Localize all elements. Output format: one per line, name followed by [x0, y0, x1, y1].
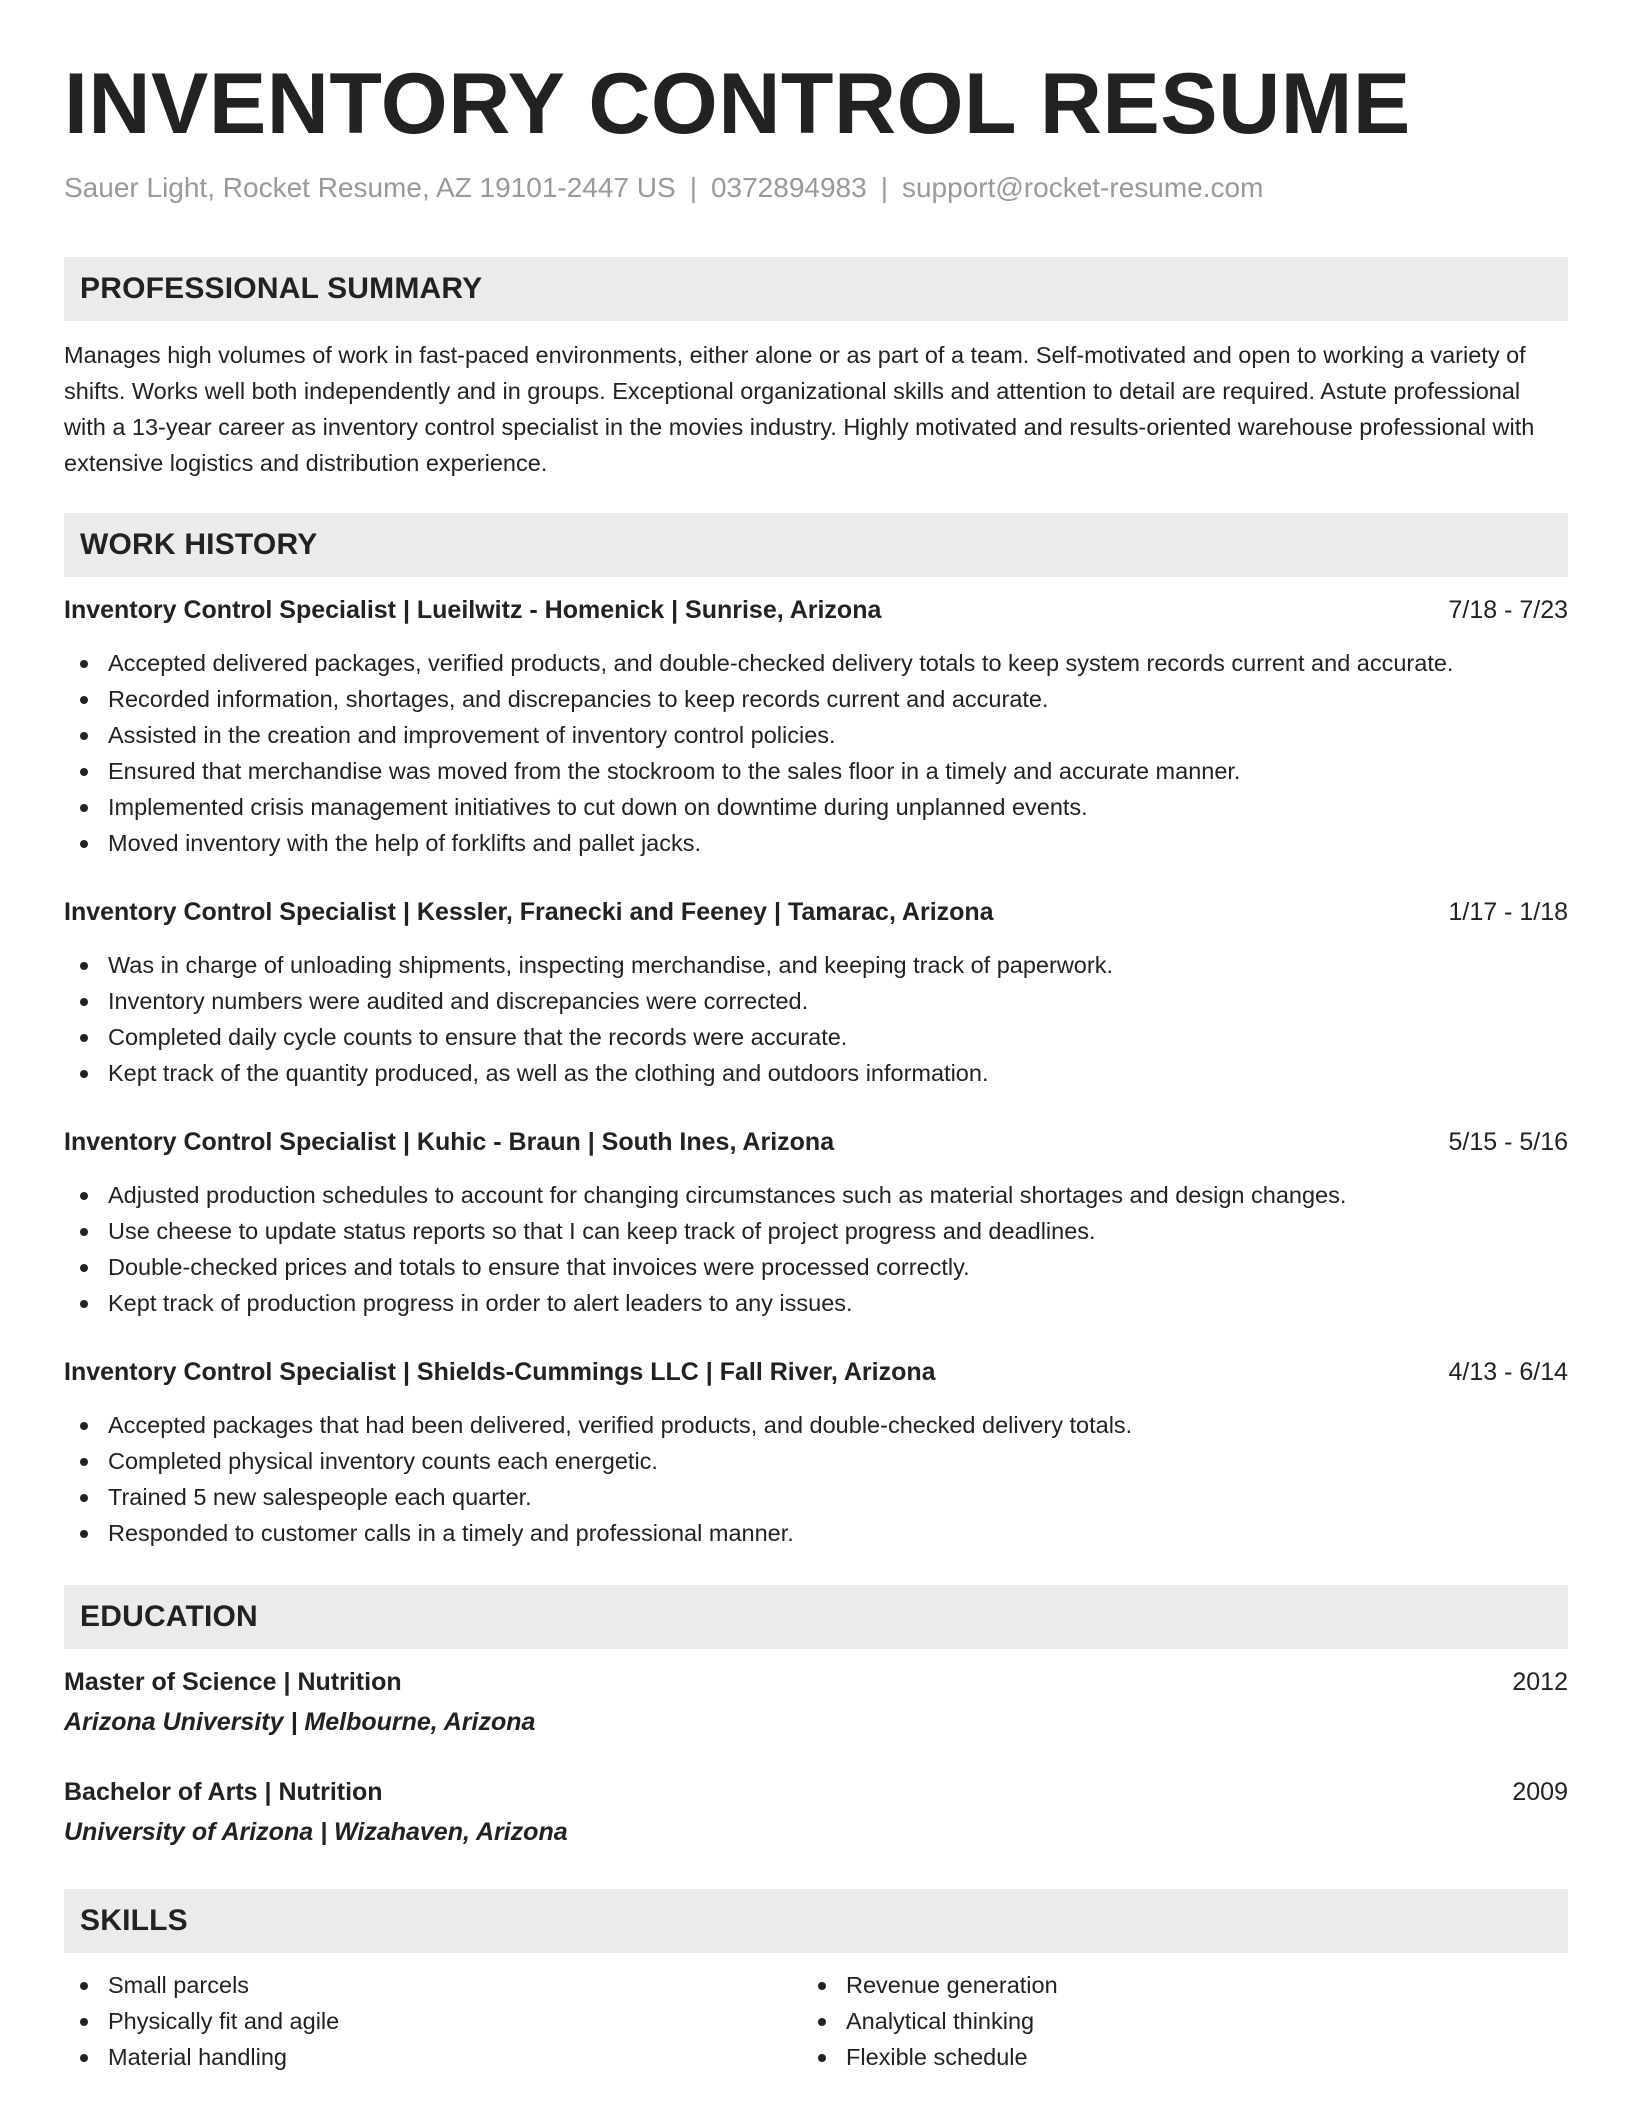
list-item	[64, 645, 1568, 681]
skill-text: Revenue generation	[846, 1972, 1058, 1998]
bullet-icon	[80, 962, 88, 970]
list-item	[64, 717, 1568, 753]
bullet-icon	[80, 2054, 88, 2062]
education-header	[64, 1665, 1568, 1699]
job-header	[64, 1355, 1568, 1389]
list-item	[64, 825, 1568, 861]
bullet-icon	[818, 1982, 826, 1990]
skill-text: Analytical thinking	[846, 2008, 1035, 2034]
contact-email: support@rocket-resume.com	[901, 172, 1264, 203]
bullet-icon	[80, 804, 88, 812]
list-item	[64, 681, 1568, 717]
skills-column-right	[802, 1967, 1540, 2075]
bullet-icon	[80, 840, 88, 848]
list-item	[64, 1249, 1568, 1285]
list-item	[64, 1443, 1568, 1479]
contact-phone: 0372894983	[710, 172, 867, 203]
list-item	[64, 947, 1568, 983]
bullet-icon	[80, 2018, 88, 2026]
job-header	[64, 895, 1568, 929]
list-item-text: Completed daily cycle counts to ensure that the records were accurate.	[108, 1024, 848, 1050]
list-item-text: Trained 5 new salespeople each quarter.	[108, 1484, 532, 1510]
list-item-text: Was in charge of unloading shipments, inspecting merchandise, and keeping track of paperwork.	[108, 952, 1113, 978]
job-header	[64, 1125, 1568, 1159]
bullet-icon	[80, 768, 88, 776]
bullet-icon	[80, 696, 88, 704]
job-title: Inventory Control Specialist | Lueilwitz - Homenick | Sunrise, Arizona	[64, 596, 882, 624]
bullet-icon	[818, 2018, 826, 2026]
skills-column-left	[64, 1967, 802, 2075]
job-entry	[64, 593, 1568, 861]
job-entry	[64, 1355, 1568, 1551]
section-heading-work-history: WORK HISTORY	[64, 513, 1568, 577]
bullet-icon	[80, 1034, 88, 1042]
skill-text: Small parcels	[108, 1972, 250, 1998]
list-item-text: Moved inventory with the help of forklifts and pallet jacks.	[108, 830, 702, 856]
education-entry	[64, 1775, 1568, 1849]
section-heading-skills: SKILLS	[64, 1889, 1568, 1953]
list-item	[802, 2003, 1540, 2039]
bullet-icon	[80, 1494, 88, 1502]
list-item	[64, 1177, 1568, 1213]
list-item-text: Accepted packages that had been delivered, verified products, and double-checked delivery totals.	[108, 1412, 1133, 1438]
job-entry	[64, 1125, 1568, 1321]
list-item	[64, 1055, 1568, 1091]
education-entry	[64, 1665, 1568, 1739]
job-header	[64, 593, 1568, 627]
list-item-text: Kept track of production progress in order to alert leaders to any issues.	[108, 1290, 853, 1316]
bullet-icon	[80, 1192, 88, 1200]
section-heading-summary: PROFESSIONAL SUMMARY	[64, 257, 1568, 321]
list-item	[64, 2039, 802, 2075]
education-school: University of Arizona | Wizahaven, Arizona	[64, 1818, 568, 1846]
skills-grid	[64, 1967, 1568, 2075]
list-item	[64, 1407, 1568, 1443]
education-degree: Master of Science | Nutrition	[64, 1668, 402, 1696]
list-item-text: Implemented crisis management initiatives to cut down on downtime during unplanned events.	[108, 794, 1088, 820]
list-item-text: Kept track of the quantity produced, as well as the clothing and outdoors information.	[108, 1060, 989, 1086]
contact-separator: |	[689, 172, 697, 203]
list-item	[64, 789, 1568, 825]
bullet-icon	[80, 1070, 88, 1078]
list-item	[64, 1967, 802, 2003]
education-school: Arizona University | Melbourne, Arizona	[64, 1708, 536, 1736]
list-item-text: Accepted delivered packages, verified products, and double-checked delivery totals to keep system records current and accurate.	[108, 650, 1454, 676]
job-title: Inventory Control Specialist | Kessler, Franecki and Feeney | Tamarac, Arizona	[64, 898, 994, 926]
skills-list	[802, 1967, 1540, 2075]
list-item	[64, 1479, 1568, 1515]
bullet-icon	[80, 1422, 88, 1430]
list-item	[64, 983, 1568, 1019]
bullet-icon	[80, 1530, 88, 1538]
job-title: Inventory Control Specialist | Shields-Cummings LLC | Fall River, Arizona	[64, 1358, 936, 1386]
list-item-text: Adjusted production schedules to account for changing circumstances such as material shortages and design changes.	[108, 1182, 1347, 1208]
contact-separator: |	[880, 172, 888, 203]
bullet-icon	[80, 1982, 88, 1990]
education-year: 2009	[1512, 1778, 1568, 1806]
list-item-text: Assisted in the creation and improvement of inventory control policies.	[108, 722, 836, 748]
bullet-icon	[80, 1458, 88, 1466]
bullet-icon	[80, 1300, 88, 1308]
list-item	[802, 1967, 1540, 2003]
section-heading-education: EDUCATION	[64, 1585, 1568, 1649]
job-entry	[64, 895, 1568, 1091]
skills-list	[64, 1967, 802, 2075]
list-item	[64, 1213, 1568, 1249]
job-bullets	[64, 1177, 1568, 1321]
list-item	[64, 1515, 1568, 1551]
list-item-text: Double-checked prices and totals to ensure that invoices were processed correctly.	[108, 1254, 970, 1280]
skill-text: Physically fit and agile	[108, 2008, 340, 2034]
education-degree: Bachelor of Arts | Nutrition	[64, 1778, 383, 1806]
list-item-text: Completed physical inventory counts each energetic.	[108, 1448, 658, 1474]
job-dates: 4/13 - 6/14	[1448, 1358, 1568, 1386]
job-dates: 5/15 - 5/16	[1448, 1128, 1568, 1156]
job-dates: 1/17 - 1/18	[1448, 898, 1568, 926]
bullet-icon	[80, 660, 88, 668]
bullet-icon	[80, 1264, 88, 1272]
bullet-icon	[818, 2054, 826, 2062]
skill-text: Material handling	[108, 2044, 287, 2070]
bullet-icon	[80, 998, 88, 1006]
education-year: 2012	[1512, 1668, 1568, 1696]
list-item	[64, 2003, 802, 2039]
list-item-text: Ensured that merchandise was moved from the stockroom to the sales floor in a timely and accurate manner.	[108, 758, 1241, 784]
contact-line	[64, 170, 1568, 206]
education-header	[64, 1775, 1568, 1809]
list-item-text: Responded to customer calls in a timely and professional manner.	[108, 1520, 794, 1546]
skill-text: Flexible schedule	[846, 2044, 1028, 2070]
job-bullets	[64, 1407, 1568, 1551]
bullet-icon	[80, 1228, 88, 1236]
job-dates: 7/18 - 7/23	[1448, 596, 1568, 624]
list-item-text: Recorded information, shortages, and discrepancies to keep records current and accurate.	[108, 686, 1049, 712]
list-item	[64, 1285, 1568, 1321]
summary-paragraph: Manages high volumes of work in fast-paced environments, either alone or as part of a team. Self-motivated and open to working a variety of shifts. Works well both independently and in groups. Exceptional organizational skills and attention to detail are required. Astute professional with a 13-year career as inventory control specialist in the movies industry. Highly motivated and results-oriented warehouse professional with extensive logistics and distribution experience.	[64, 342, 1535, 476]
list-item	[64, 753, 1568, 789]
resume-title: INVENTORY CONTROL RESUME	[64, 56, 1411, 152]
contact-address: Sauer Light, Rocket Resume, AZ 19101-2447 US	[64, 172, 676, 203]
list-item-text: Inventory numbers were audited and discrepancies were corrected.	[108, 988, 809, 1014]
job-bullets	[64, 947, 1568, 1091]
list-item-text: Use cheese to update status reports so that I can keep track of project progress and deadlines.	[108, 1218, 1096, 1244]
job-bullets	[64, 645, 1568, 861]
list-item	[64, 1019, 1568, 1055]
list-item	[802, 2039, 1540, 2075]
job-title: Inventory Control Specialist | Kuhic - Braun | South Ines, Arizona	[64, 1128, 835, 1156]
bullet-icon	[80, 732, 88, 740]
